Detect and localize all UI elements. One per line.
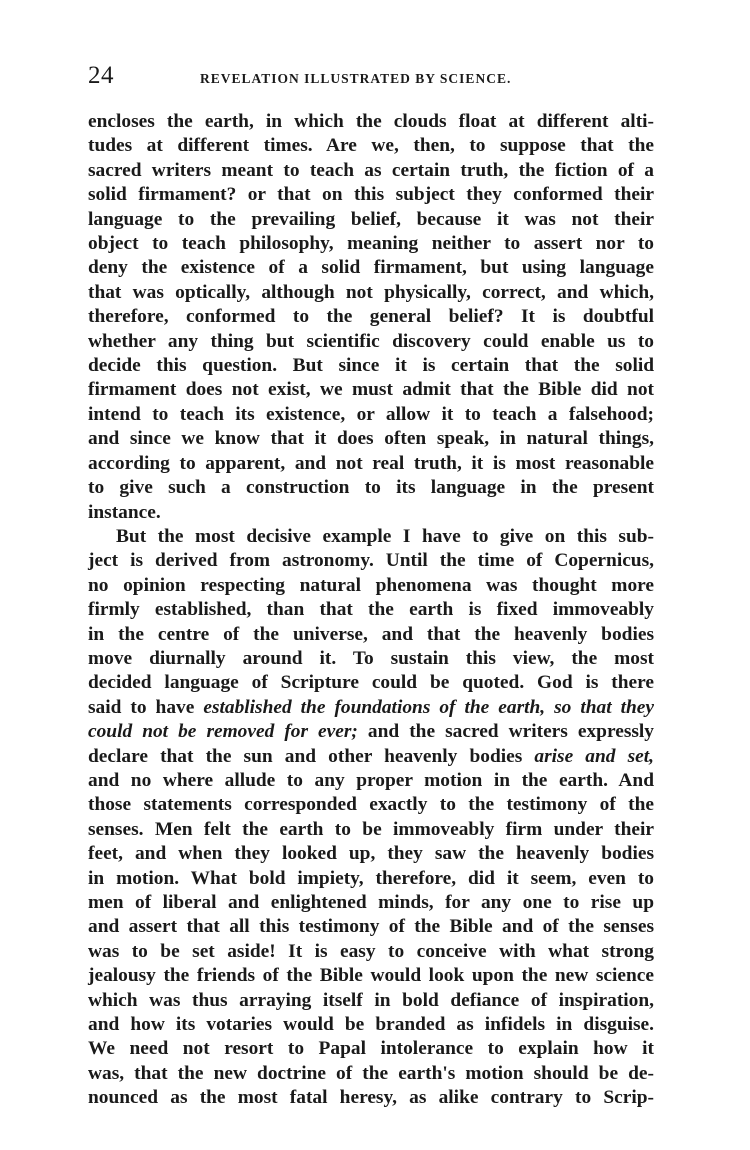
text-line: solid firmament? or that on this subject they conformed their (88, 184, 654, 206)
text-line: according to apparent, and not real truth, it is most reasonable (88, 452, 654, 474)
text-line: which was thus arraying itself in bold defiance of inspiration, (88, 989, 654, 1011)
text-run: and the sacred writers expressly (357, 721, 654, 743)
text-line: that was optically, although not physically, correct, and which, (88, 281, 654, 303)
text-line: decided language of Scripture could be quoted. God is there (88, 672, 654, 694)
text-line: firmament does not exist, we must admit that the Bible did not (88, 379, 654, 401)
text-line: and how its votaries would be branded as infidels in disguise. (88, 1014, 654, 1036)
text-line: intend to teach its existence, or allow it to teach a falsehood; (88, 403, 654, 425)
text-line: and no where allude to any proper motion in the earth. And (88, 769, 654, 791)
paragraph-2 (88, 525, 654, 1111)
body-text (88, 110, 654, 1111)
text-line: those statements corresponded exactly to the testimony of the (88, 794, 654, 816)
text-line: sacred writers meant to teach as certain truth, the fiction of a (88, 159, 654, 181)
text-line: and assert that all this testimony of the Bible and of the senses (88, 916, 654, 938)
text-line: language to the prevailing belief, because it was not their (88, 208, 654, 230)
text-line: decide this question. But since it is certain that the solid (88, 355, 654, 377)
text-line: object to teach philosophy, meaning neither to assert nor to (88, 233, 654, 255)
paragraph-1 (88, 110, 654, 525)
italic-text-run: could not be removed for ever; (88, 721, 358, 743)
text-line (88, 745, 654, 769)
text-line: and since we know that it does often speak, in natural things, (88, 428, 654, 450)
italic-text-run: arise and set, (534, 745, 654, 767)
text-line: in motion. What bold impiety, therefore, did it seem, even to (88, 867, 654, 889)
text-line: encloses the earth, in which the clouds float at different alti- (88, 111, 654, 132)
text-line: But the most decisive example I have to give on this sub- (116, 525, 654, 547)
text-line: jealousy the friends of the Bible would look upon the new science (88, 965, 654, 987)
text-line: nounced as the most fatal heresy, as alike contrary to Scrip- (88, 1087, 654, 1109)
text-line: men of liberal and enlightened minds, for any one to rise up (88, 892, 654, 913)
text-line: in the centre of the universe, and that the heavenly bodies (88, 623, 654, 645)
text-line: move diurnally around it. To sustain this view, the most (88, 647, 654, 669)
text-line: deny the existence of a solid firmament, but using language (88, 257, 654, 279)
text-run: said to have (88, 696, 204, 718)
text-line: ject is derived from astronomy. Until the time of Copernicus, (88, 550, 654, 572)
text-line (88, 696, 654, 720)
text-line: whether any thing but scientific discovery could enable us to (88, 330, 654, 352)
text-line: firmly established, than that the earth is fixed immoveably (88, 599, 654, 621)
text-line: was, that the new doctrine of the earth's motion should be de- (88, 1062, 654, 1084)
page-number: 24 (88, 62, 114, 89)
running-head (88, 62, 654, 96)
text-line: therefore, conformed to the general belief? It is doubtful (88, 306, 654, 328)
running-title: REVELATION ILLUSTRATED BY SCIENCE. (200, 71, 512, 86)
text-line (88, 720, 654, 744)
text-line: to give such a construction to its language in the present (88, 477, 654, 499)
text-line: no opinion respecting natural phenomena was thought more (88, 574, 654, 596)
text-line: was to be set aside! It is easy to conceive with what strong (88, 940, 654, 962)
text-line: senses. Men felt the earth to be immoveably firm under their (88, 818, 654, 840)
italic-text-run: established the foundations of the earth, so that they (203, 696, 654, 718)
text-line: tudes at different times. Are we, then, to suppose that the (88, 135, 654, 157)
text-line: instance. (88, 501, 161, 523)
text-run: declare that the sun and other heavenly bodies (88, 745, 535, 767)
text-line: We need not resort to Papal intolerance to explain how it (88, 1038, 654, 1060)
text-line: feet, and when they looked up, they saw the heavenly bodies (88, 843, 654, 865)
book-page (88, 62, 654, 1111)
